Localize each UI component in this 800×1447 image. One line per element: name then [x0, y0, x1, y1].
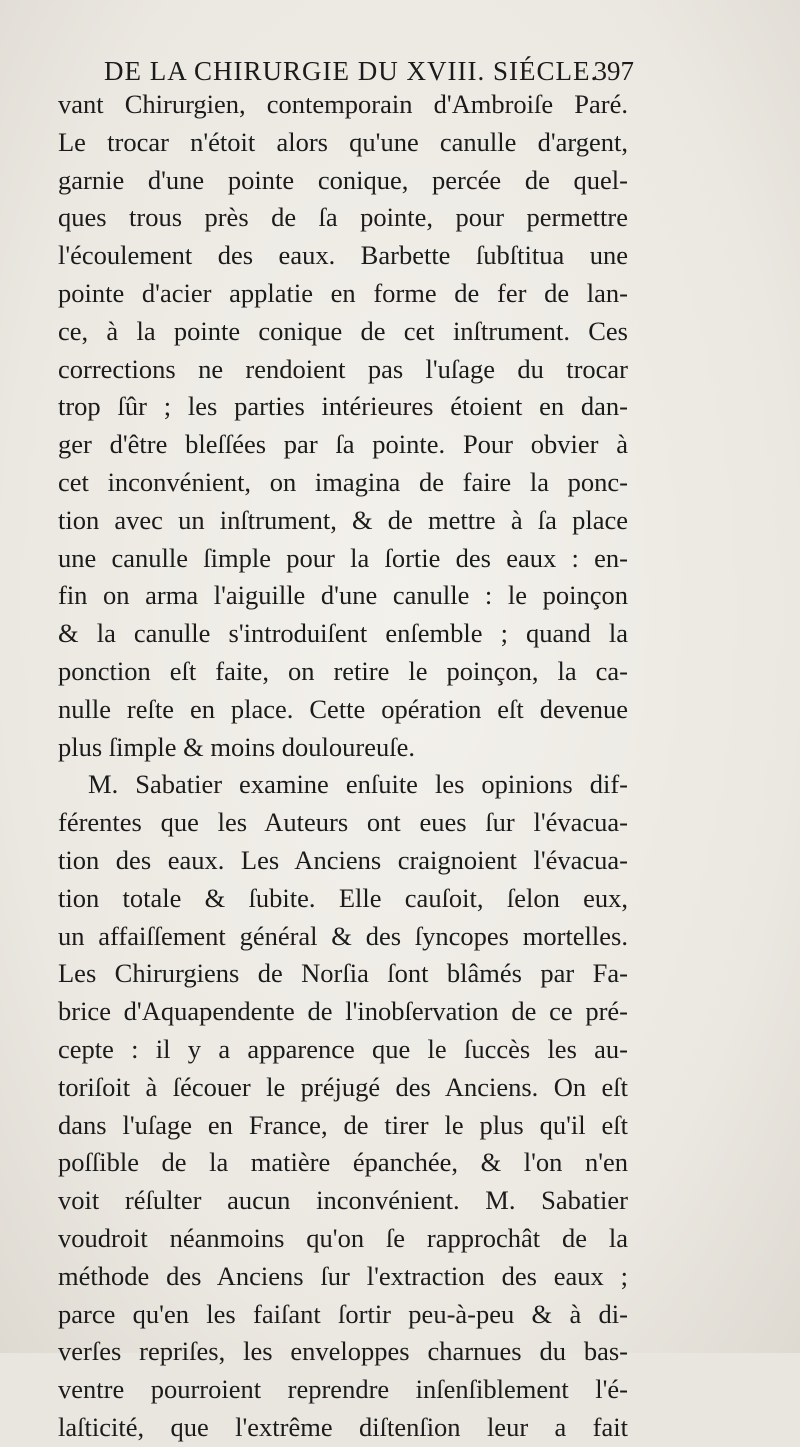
text-line: Le trocar n'étoit alors qu'une canulle d'argent, — [58, 126, 628, 157]
text-line: méthode des Anciens ſur l'extraction des eaux ; — [58, 1260, 628, 1291]
text-line: voit réſulter aucun inconvénient. M. Sabatier — [58, 1185, 628, 1216]
text-line: corrections ne rendoient pas l'uſage du trocar — [58, 353, 628, 384]
body-text — [58, 86, 628, 1447]
text-line: nulle reſte en place. Cette opération eſt devenue — [58, 693, 628, 724]
text-line: dans l'uſage en France, de tirer le plus qu'il eſt — [58, 1109, 628, 1140]
text-line: une canulle ſimple pour la ſortie des eaux : en- — [58, 542, 628, 573]
text-line-paragraph-start: M. Sabatier examine enſuite les opinions dif- — [88, 769, 628, 800]
text-line: voudroit néanmoins qu'on ſe rapprochât de la — [58, 1222, 628, 1253]
text-line: ce, à la pointe conique de cet inſtrument. Ces — [58, 315, 628, 346]
text-line: ger d'être bleſſées par ſa pointe. Pour obvier à — [58, 429, 628, 460]
text-line: trop ſûr ; les parties intérieures étoient en dan- — [58, 391, 628, 422]
text-line: poſſible de la matière épanchée, & l'on n'en — [58, 1147, 628, 1178]
text-line: l'écoulement des eaux. Barbette ſubſtitua une — [58, 240, 628, 271]
text-line: parce qu'en les faiſant ſortir peu-à-peu & à di- — [58, 1298, 628, 1329]
page-number: 397 — [593, 56, 634, 86]
running-title: DE LA CHIRURGIE DU XVIII. SIÉCLE. — [104, 56, 599, 86]
text-line: cepte : il y a apparence que le ſuccès les au- — [58, 1033, 628, 1064]
text-line: tion des eaux. Les Anciens craignoient l'évacua- — [58, 844, 628, 875]
text-line: brice d'Aquapendente de l'inobſervation de ce pré- — [58, 996, 628, 1027]
text-line: ventre pourroient reprendre inſenſiblement l'é- — [58, 1374, 628, 1405]
text-line: tion totale & ſubite. Elle cauſoit, ſelon eux, — [58, 882, 628, 913]
text-line: ques trous près de ſa pointe, pour permettre — [58, 202, 628, 233]
text-line: ponction eſt faite, on retire le poinçon, la ca- — [58, 655, 628, 686]
text-line: & la canulle s'introduiſent enſemble ; quand la — [58, 618, 628, 649]
text-line: tion avec un inſtrument, & de mettre à ſa place — [58, 504, 628, 535]
text-line: vant Chirurgien, contemporain d'Ambroiſe Paré. — [58, 89, 628, 119]
text-line-paragraph-end: plus ſimple & moins douloureuſe. — [58, 731, 415, 762]
text-line: cet inconvénient, on imagina de faire la ponc- — [58, 466, 628, 497]
text-line: pointe d'acier applatie en forme de fer de lan- — [58, 277, 628, 308]
text-line: un affaiſſement général & des ſyncopes mortelles. — [58, 920, 628, 951]
text-line: verſes repriſes, les enveloppes charnues du bas- — [58, 1336, 628, 1367]
text-line: fin on arma l'aiguille d'une canulle : le poinçon — [58, 580, 628, 611]
text-line: toriſoit à ſécouer le préjugé des Anciens. On eſt — [58, 1071, 628, 1102]
text-line: Les Chirurgiens de Norſia ſont blâmés par Fa- — [58, 958, 628, 989]
text-line: férentes que les Auteurs ont eues ſur l'évacua- — [58, 807, 628, 838]
text-line: garnie d'une pointe conique, percée de quel- — [58, 164, 628, 195]
text-line: laſticité, que l'extrême diſtenſion leur a fait — [58, 1411, 628, 1442]
